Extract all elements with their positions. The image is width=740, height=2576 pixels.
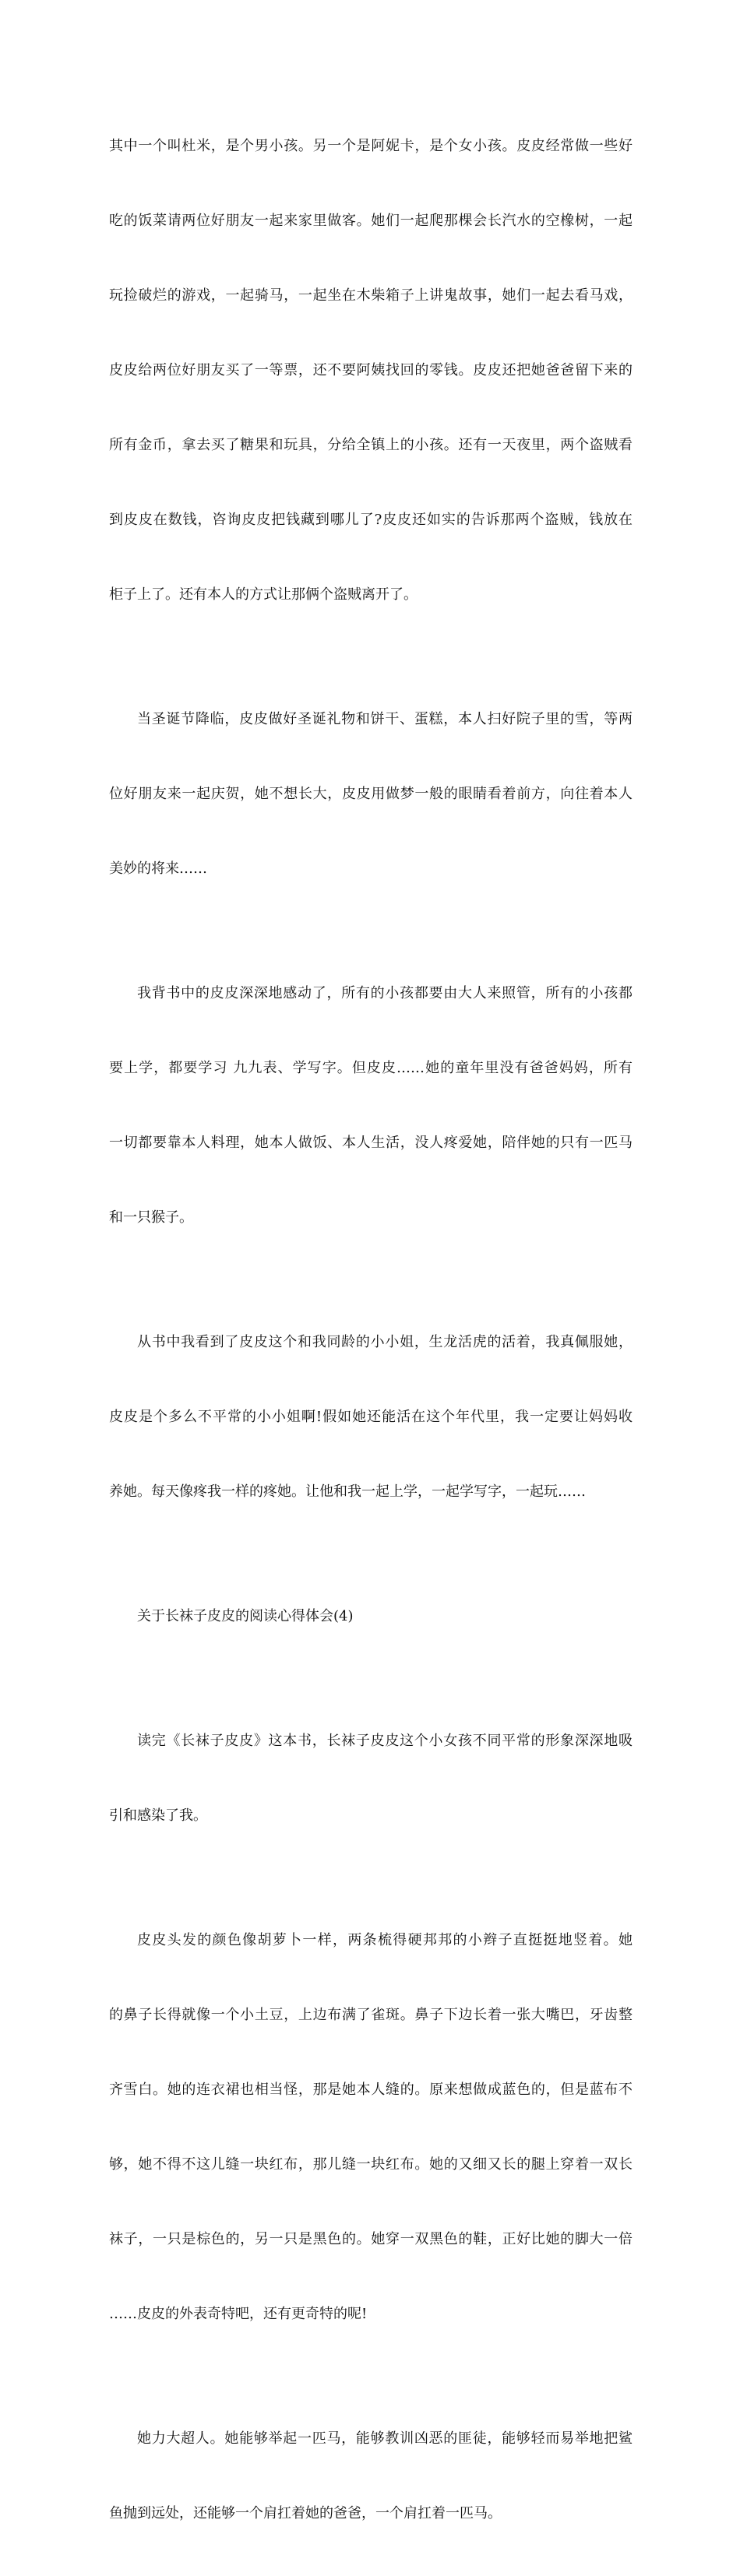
- document-body: [109, 84, 633, 2576]
- text-line: 当圣诞节降临，皮皮做好圣诞礼物和饼干、蛋糕，本人扫好院子里的雪，等两: [137, 711, 633, 727]
- paragraph: [109, 1679, 633, 1878]
- paragraph: [109, 84, 633, 657]
- text-line: 其中一个叫杜米，是个男小孩。另一个是阿妮卡，是个女小孩。皮皮经常做一些好: [109, 138, 633, 154]
- text-line: 位好朋友来一起庆贺，她不想长大，皮皮用做梦一般的眼睛看着前方，向往着本人: [109, 786, 633, 802]
- text-line: 读完《长袜子皮皮》这本书，长袜子皮皮这个小女孩不同平常的形象深深地吸: [137, 1733, 633, 1749]
- text-line: 美妙的将来……: [109, 860, 207, 877]
- section-heading: [109, 1554, 633, 1679]
- paragraph: [109, 1280, 633, 1554]
- text-line: 皮皮是个多么不平常的小小姐啊!假如她还能活在这个年代里，我一定要让妈妈收: [109, 1409, 633, 1425]
- text-line: 从书中我看到了皮皮这个和我同龄的小小姐，生龙活虎的活着，我真佩服她，: [137, 1334, 633, 1350]
- paragraph: [109, 1878, 633, 2377]
- text-line: 够，她不得不这儿缝一块红布，那儿缝一块红布。她的又细又长的腿上穿着一双长: [109, 2156, 633, 2173]
- paragraph: [109, 657, 633, 931]
- text-line: 齐雪白。她的连衣裙也相当怪，那是她本人缝的。原来想做成蓝色的，但是蓝布不: [109, 2082, 633, 2098]
- text-line: 到皮皮在数钱，咨询皮皮把钱藏到哪儿了?皮皮还如实的告诉那两个盗贼，钱放在: [109, 512, 633, 528]
- text-line: 和一只猴子。: [109, 1209, 193, 1226]
- heading-line: 关于长袜子皮皮的阅读心得体会(4): [137, 1608, 354, 1624]
- paragraph: [109, 931, 633, 1280]
- text-line: 的鼻子长得就像一个小土豆，上边布满了雀斑。鼻子下边长着一张大嘴巴，牙齿整: [109, 2007, 633, 2023]
- text-line: 她力大超人。她能够举起一匹马，能够教训凶恶的匪徒，能够轻而易举地把鲨: [137, 2430, 633, 2447]
- text-line: 吃的饭菜请两位好朋友一起来家里做客。她们一起爬那棵会长汽水的空橡树，一起: [109, 213, 633, 229]
- text-line: 柜子上了。还有本人的方式让那俩个盗贼离开了。: [109, 586, 418, 603]
- text-line: 一切都要靠本人料理，她本人做饭、本人生活，没人疼爱她，陪伴她的只有一匹马: [109, 1135, 633, 1151]
- paragraph: [109, 2377, 633, 2576]
- text-line: 玩捡破烂的游戏，一起骑马，一起坐在木柴箱子上讲鬼故事，她们一起去看马戏，: [109, 287, 633, 304]
- text-line: 所有金币，拿去买了糖果和玩具，分给全镇上的小孩。还有一天夜里，两个盗贼看: [109, 437, 633, 453]
- text-line: 鱼抛到远处，还能够一个肩扛着她的爸爸，一个肩扛着一匹马。: [109, 2505, 502, 2521]
- text-line: 我背书中的皮皮深深地感动了，所有的小孩都要由大人来照管，所有的小孩都: [137, 985, 633, 1001]
- text-line: ……皮皮的外表奇特吧，还有更奇特的呢!: [109, 2306, 368, 2322]
- text-line: 皮皮头发的颜色像胡萝卜一样，两条梳得硬邦邦的小辫子直挺挺地竖着。她: [137, 1932, 633, 1948]
- text-line: 皮皮给两位好朋友买了一等票，还不要阿姨找回的零钱。皮皮还把她爸爸留下来的: [109, 362, 633, 378]
- text-line: 要上学，都要学习 九九表、学写字。但皮皮……她的童年里没有爸爸妈妈，所有: [109, 1060, 633, 1076]
- text-line: 引和感染了我。: [109, 1807, 207, 1824]
- text-line: 养她。每天像疼我一样的疼她。让他和我一起上学，一起学写字，一起玩……: [109, 1483, 586, 1500]
- text-line: 袜子，一只是棕色的，另一只是黑色的。她穿一双黑色的鞋，正好比她的脚大一倍: [109, 2231, 633, 2247]
